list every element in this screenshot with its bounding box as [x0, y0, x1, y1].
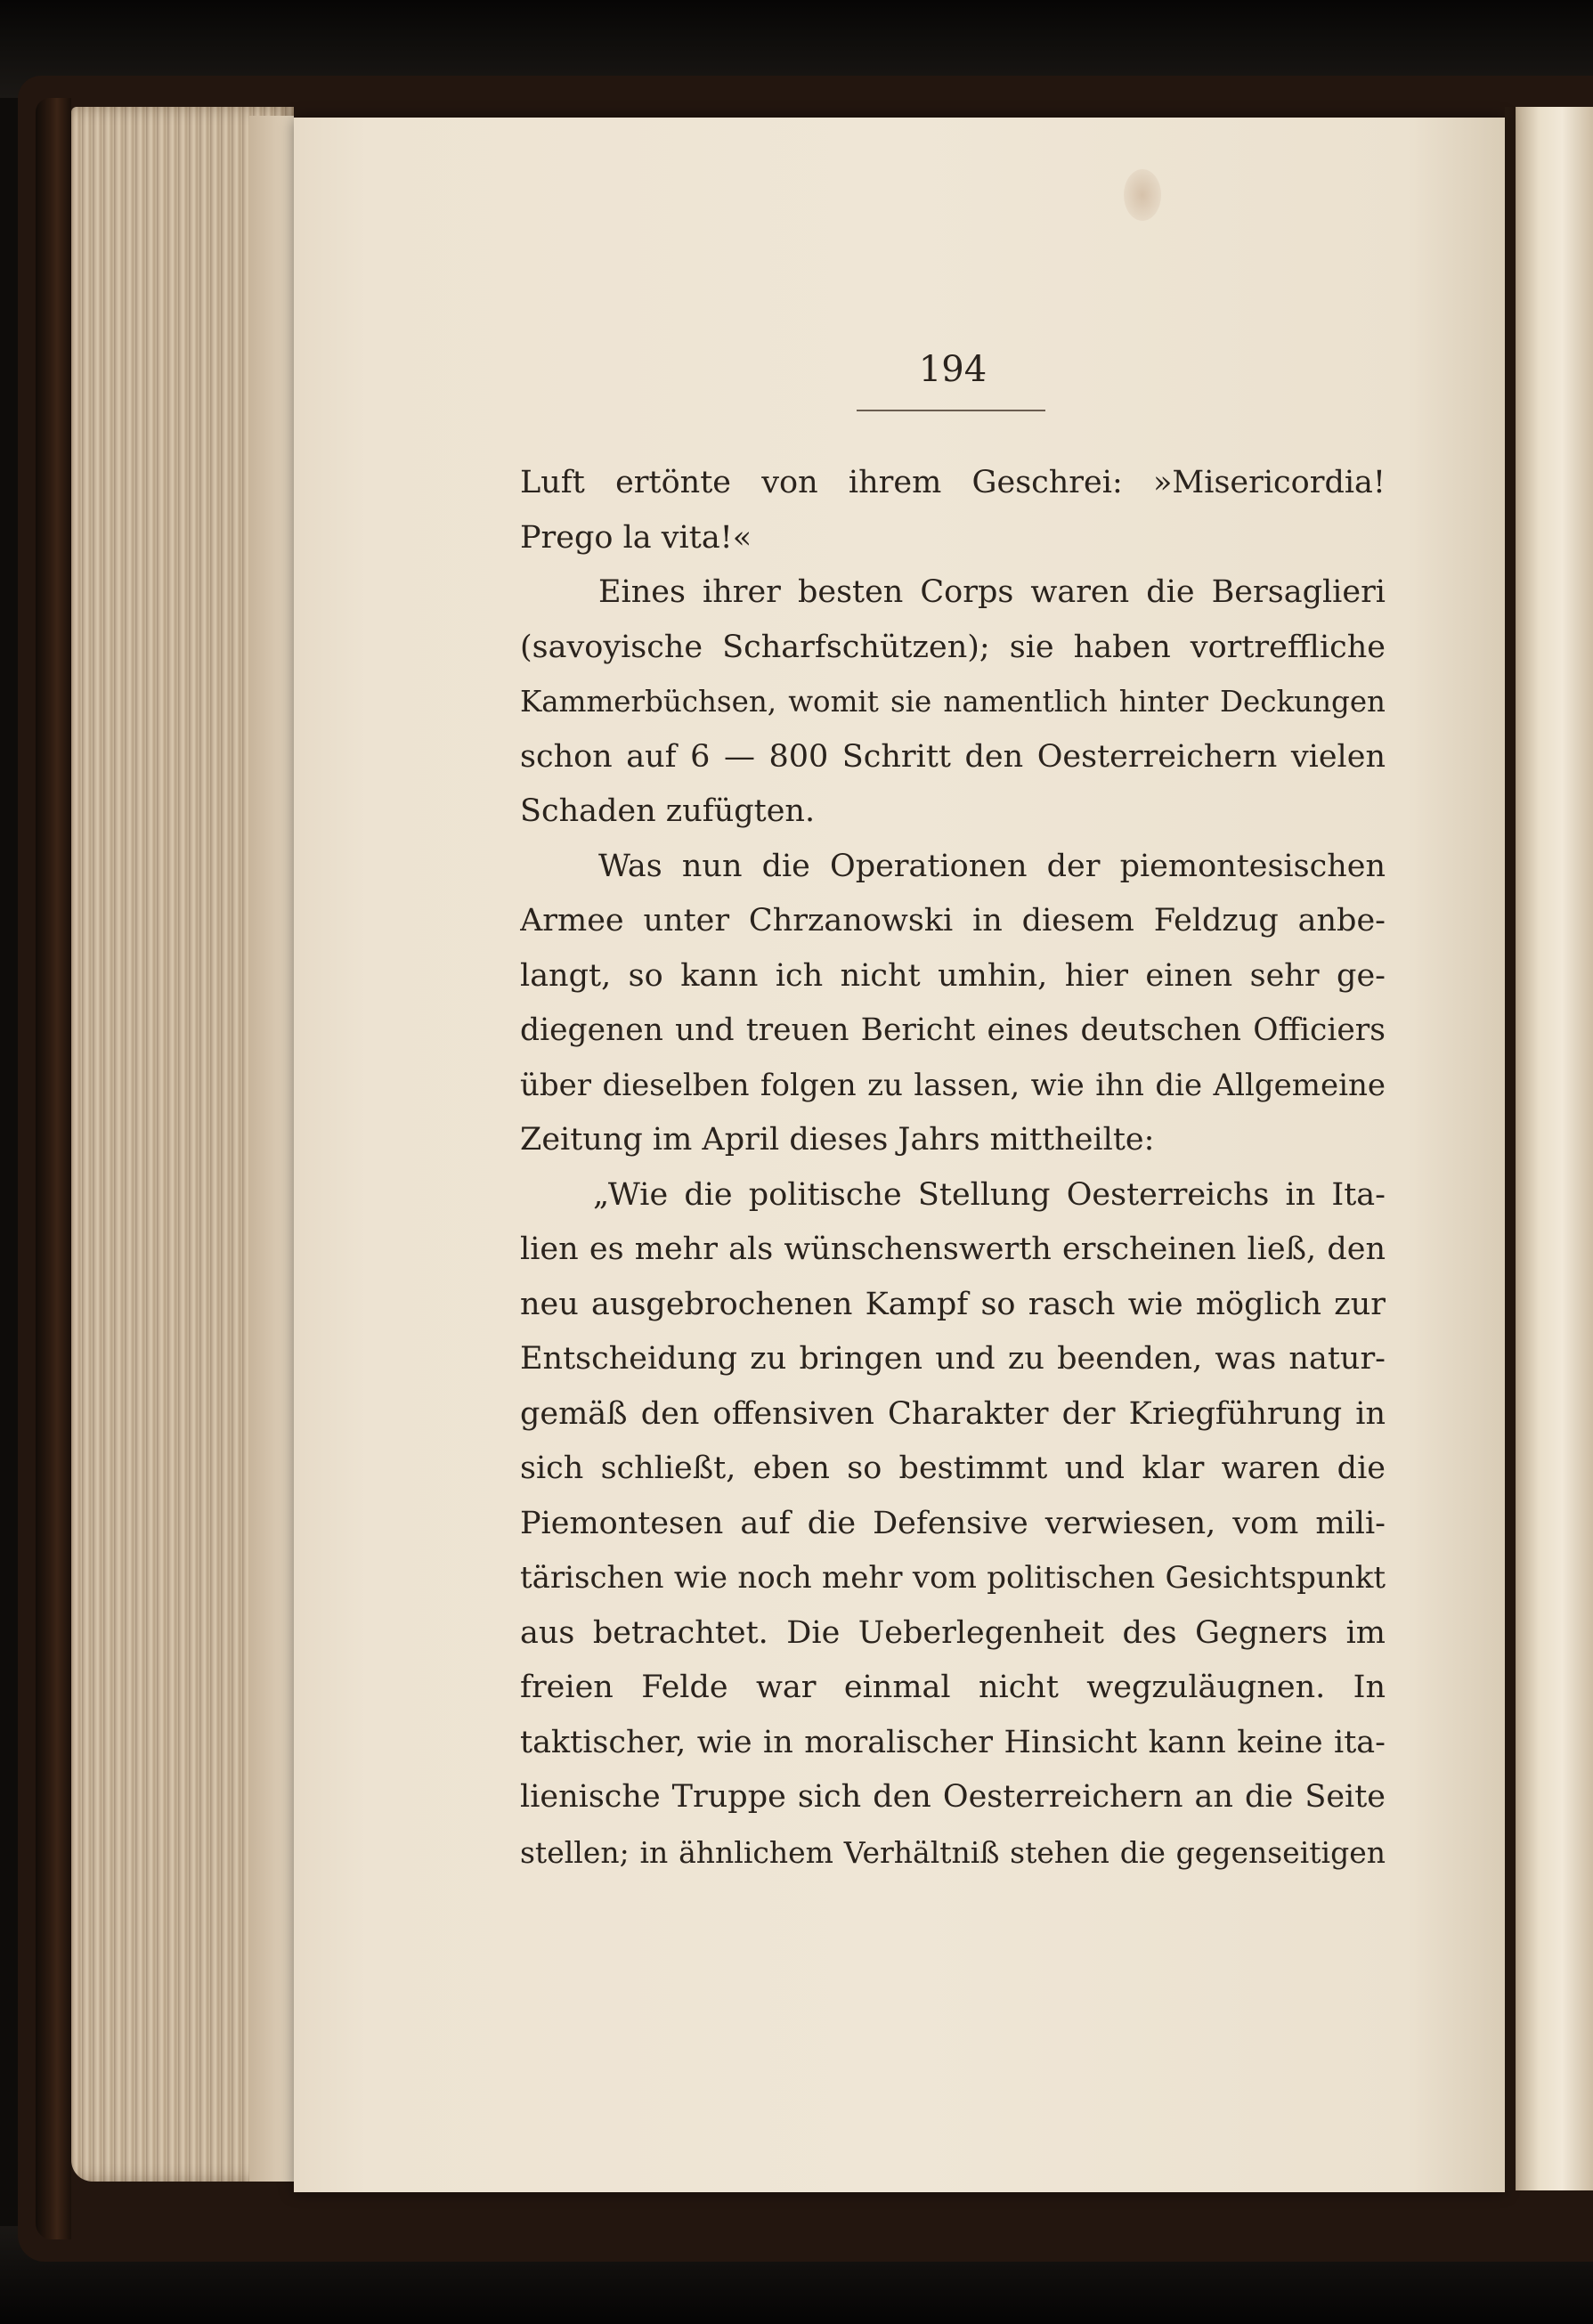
text-line: diegenen und treuen Bericht eines deutschen Officiers — [520, 1012, 1386, 1048]
text-line: lien es mehr als wünschenswerth erscheinen ließ, den — [520, 1231, 1386, 1267]
facing-page-edge — [1516, 107, 1593, 2190]
text-line: Piemontesen auf die Defensive verwiesen, vom mili- — [520, 1505, 1386, 1541]
page-number-rule — [857, 410, 1045, 411]
paper-stain — [1124, 169, 1161, 221]
text-line: Schaden zufügten. — [520, 793, 816, 829]
text-line: sich schließt, eben so bestimmt und klar waren die — [520, 1450, 1386, 1486]
text-line: neu ausgebrochenen Kampf so rasch wie möglich zur — [520, 1286, 1386, 1322]
text-line: tärischen wie noch mehr vom politischen Gesichtspunkt — [520, 1560, 1386, 1596]
body-text — [520, 456, 1386, 1880]
text-line: Prego la vita!« — [520, 519, 752, 556]
text-line: Was nun die Operationen der piemontesischen — [598, 848, 1386, 884]
book-spine — [36, 98, 71, 2239]
gutter-shadow — [1505, 107, 1517, 2190]
text-line: (savoyische Scharfschützen); sie haben vortreffliche — [520, 629, 1386, 665]
text-line: gemäß den offensiven Charakter der Kriegführung in — [520, 1395, 1386, 1432]
text-line: lienische Truppe sich den Oesterreichern an die Seite — [520, 1779, 1386, 1815]
page-stack-edge — [249, 116, 294, 2182]
text-line: freien Felde war einmal nicht wegzuläugnen. In — [520, 1670, 1386, 1705]
page-number: 194 — [918, 349, 987, 390]
text-line: „Wie die politische Stellung Oesterreichs in Ita- — [593, 1176, 1386, 1213]
text-line: schon auf 6 — 800 Schritt den Oesterreichern vielen — [520, 738, 1386, 775]
text-line: stellen; in ähnlichem Verhältniß stehen die gegenseitigen — [520, 1834, 1386, 1870]
text-line: Kammerbüchsen, womit sie namentlich hinter Deckungen — [520, 685, 1386, 719]
text-line: langt, so kann ich nicht umhin, hier einen sehr ge- — [520, 957, 1386, 994]
text-line: Entscheidung zu bringen und zu beenden, was natur- — [520, 1341, 1386, 1377]
text-line: Luft ertönte von ihrem Geschrei: »Misericordia! — [520, 465, 1386, 500]
text-line: Zeitung im April dieses Jahrs mittheilte: — [520, 1122, 1155, 1158]
text-line: Armee unter Chrzanowski in diesem Feldzug anbe- — [520, 903, 1386, 939]
text-line: Eines ihrer besten Corps waren die Bersaglieri — [598, 574, 1386, 610]
text-line: über dieselben folgen zu lassen, wie ihn die Allgemeine — [520, 1067, 1386, 1103]
text-line: taktischer, wie in moralischer Hinsicht kann keine ita- — [520, 1724, 1386, 1760]
text-line: aus betrachtet. Die Ueberlegenheit des Gegners im — [520, 1614, 1386, 1651]
